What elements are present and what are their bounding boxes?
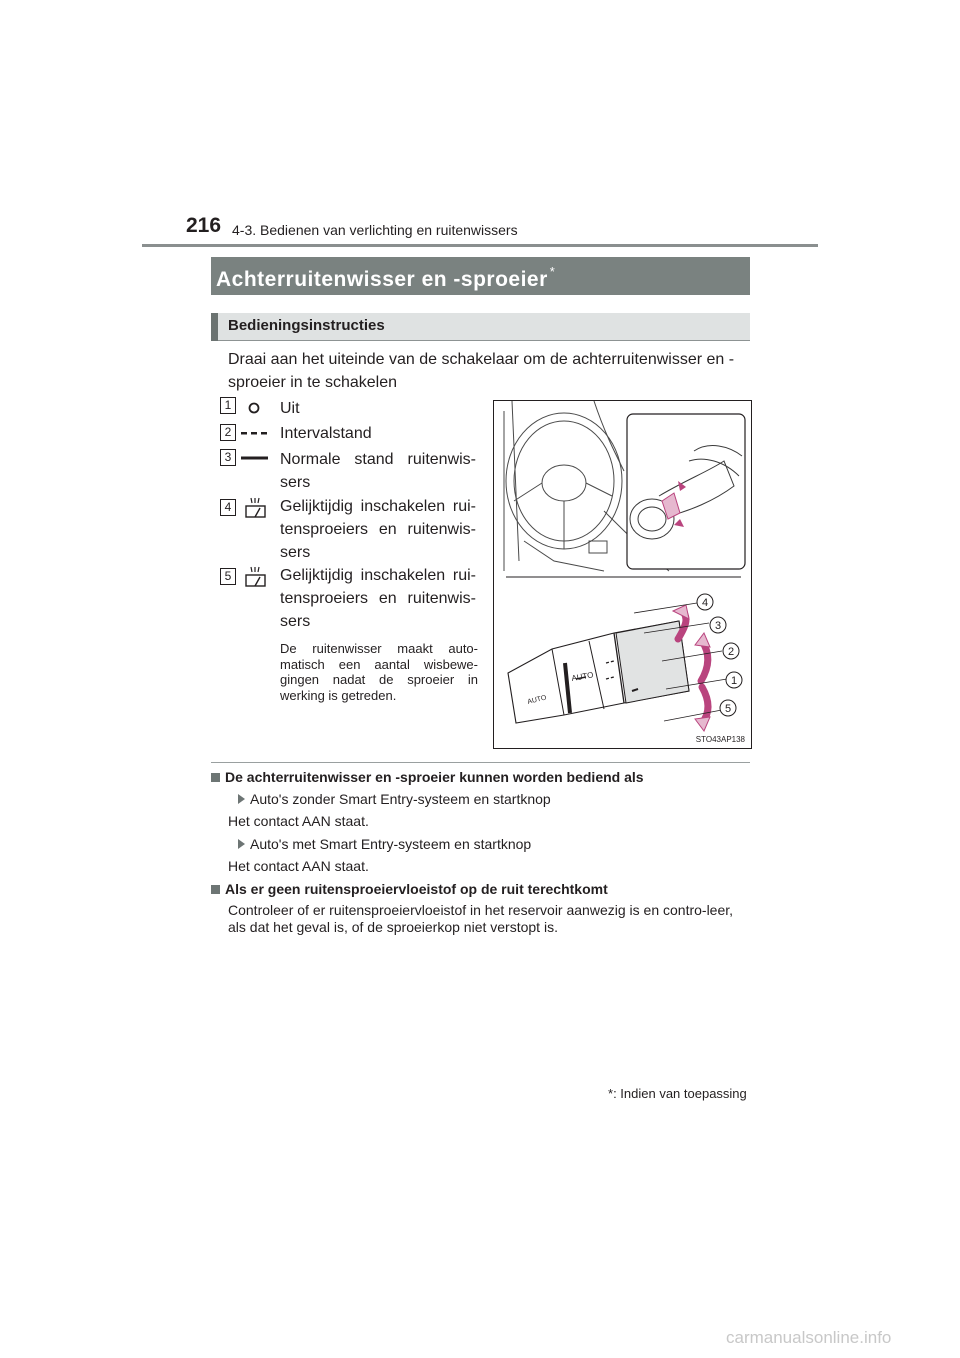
wiper-switch-figure xyxy=(493,400,752,749)
condition-2-detail: Het contact AAN staat. xyxy=(228,858,369,874)
item-label-2: Intervalstand xyxy=(280,425,372,442)
off-circle-icon xyxy=(246,400,262,416)
fluid-heading xyxy=(211,881,608,897)
condition-2-text: Auto's met Smart Entry-systeem en startknop xyxy=(250,836,532,852)
callout-3: 3 xyxy=(714,620,722,632)
callout-5: 5 xyxy=(724,703,732,715)
footnote-marker: * xyxy=(549,264,556,279)
switch-label-auto-2: AUTO xyxy=(526,694,548,706)
bullet-square-icon xyxy=(211,773,220,782)
bullet-square-icon xyxy=(211,885,220,894)
item-label-1: Uit xyxy=(280,400,300,417)
item-number-2: 2 xyxy=(220,424,236,441)
callout-1: 1 xyxy=(730,675,738,687)
wiper-switch-illustration xyxy=(494,401,751,748)
arrow-head-position-2 xyxy=(695,633,710,647)
item-label-3: Normale stand ruitenwis-sers xyxy=(280,451,476,491)
page-title-text: Achterruitenwisser en -sproeier xyxy=(216,268,548,291)
subheading-accent xyxy=(211,313,218,341)
footnote xyxy=(608,1086,747,1101)
arrow-head-position-5 xyxy=(695,717,710,731)
switch-label-auto-1: AUTO xyxy=(570,670,595,683)
item-5-note: De ruitenwisser maakt auto-matisch een aantal wisbewe-gingen nadat de sproeier in werking is getreden. xyxy=(280,641,478,703)
intro-text: Draai aan het uiteinde van de schakelaar om de achterruitenwisser en -sproeier in te schakelen xyxy=(228,351,735,391)
item-number-4: 4 xyxy=(220,499,236,516)
washer-spray-icon xyxy=(243,497,269,521)
callout-2: 2 xyxy=(727,646,735,658)
normal-line-icon xyxy=(240,453,270,463)
item-label-5: Gelijktijdig inschakelen rui-tensproeiers en ruitenwis-sers xyxy=(280,567,476,630)
item-number-1: 1 xyxy=(220,397,236,414)
page-title xyxy=(216,264,555,292)
callout-4: 4 xyxy=(701,597,709,609)
section-divider xyxy=(211,762,750,763)
condition-2 xyxy=(238,836,531,852)
item-number-5: 5 xyxy=(220,568,236,585)
arrow-head-position-4 xyxy=(673,605,689,619)
condition-1 xyxy=(238,791,551,807)
condition-1-detail: Het contact AAN staat. xyxy=(228,813,369,829)
page-number: 216 xyxy=(186,214,222,237)
condition-1-text: Auto's zonder Smart Entry-systeem en startknop xyxy=(250,791,551,807)
fluid-heading-text: Als er geen ruitensproeiervloeistof op de ruit terechtkomt xyxy=(225,881,608,897)
triangle-bullet-icon xyxy=(238,839,245,849)
wiper-stalk-illustration xyxy=(508,621,689,723)
item-number-3: 3 xyxy=(220,449,236,466)
section-path: 4-3. Bedienen van verlichting en ruitenwissers xyxy=(232,222,518,238)
inset-frame xyxy=(627,414,745,569)
triangle-bullet-icon xyxy=(238,794,245,804)
washer-spray-icon xyxy=(243,566,269,590)
item-label-4: Gelijktijdig inschakelen rui-tensproeiers en ruitenwis-sers xyxy=(280,498,476,561)
watermark: carmanualsonline.info xyxy=(726,1328,892,1347)
operate-heading-text: De achterruitenwisser en -sproeier kunnen worden bediend als xyxy=(225,769,644,785)
figure-code: STO43AP138 xyxy=(695,735,745,744)
footnote-text: : Indien van toepassing xyxy=(613,1086,747,1101)
operate-heading xyxy=(211,769,644,785)
subheading: Bedieningsinstructies xyxy=(228,317,385,334)
header-rule xyxy=(142,244,818,247)
intermittent-dash-icon xyxy=(240,428,270,438)
fluid-detail: Controleer of er ruitensproeiervloeistof in het reservoir aanwezig is en contro-leer, als dat het geval is, of de sproeierkop niet verstopt is. xyxy=(228,902,734,935)
footnote-marker: * xyxy=(608,1086,614,1101)
